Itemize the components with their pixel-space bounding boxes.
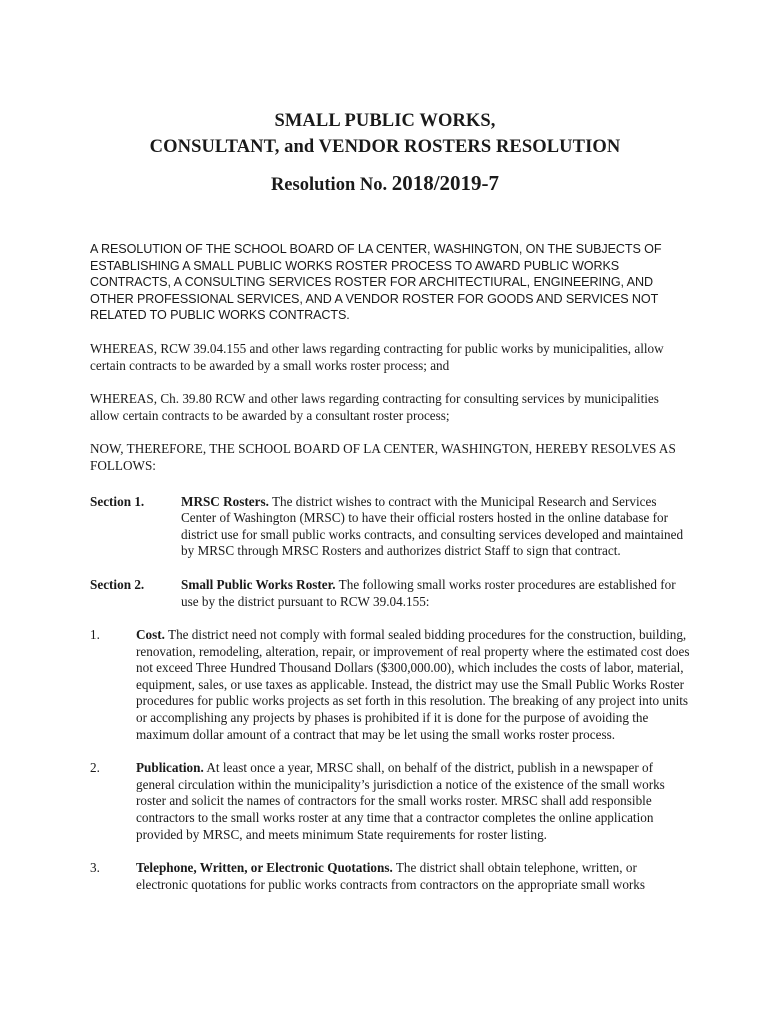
section-body bbox=[181, 577, 690, 610]
list-item-heading: Cost. bbox=[136, 627, 165, 643]
section-heading: MRSC Rosters. bbox=[181, 493, 269, 509]
section-label: Section 1. bbox=[90, 493, 145, 509]
list-item-2 bbox=[90, 760, 690, 843]
resolution-number-line bbox=[0, 169, 770, 199]
title-line-2: CONSULTANT, and VENDOR ROSTERS RESOLUTION bbox=[149, 137, 621, 157]
resolution-number: 2018/2019-7 bbox=[391, 171, 500, 195]
section-1 bbox=[90, 494, 690, 560]
section-2 bbox=[90, 577, 690, 610]
document-body bbox=[90, 241, 690, 893]
resolution-prefix: Resolution No. bbox=[270, 175, 392, 195]
list-item-3 bbox=[90, 860, 690, 893]
list-item-text: The district need not comply with formal sealed bidding procedures for the construction, building, renovation, remodeling, alteration, repair, or improvement of real property where the estimated cost does not exceed Three Hundred Thousand Dollars ($300,000.00), which includes the costs of labor, material, equipment, sales, or use taxes as applicable. Instead, the district may use the Small Public Works Roster procedures for public works projects as set forth in this resolution. The breaking of any project into units or accomplishing any projects by phases is prohibited if it is done for the purpose of avoiding the maximum dollar amount of a contract that may be let using the small works roster process. bbox=[136, 627, 690, 742]
list-item-text: At least once a year, MRSC shall, on behalf of the district, publish in a newspaper of general circulation within the municipality’s jurisdiction a notice of the existence of the small works roster and solicit the names of contractors for the small works roster. MRSC shall add responsible contractors to the small works roster at any time that a contractor completes the online application provided by MRSC, and meets minimum State requirements for roster listing. bbox=[136, 760, 665, 842]
list-item-number: 1. bbox=[90, 627, 100, 643]
list-item-number: 2. bbox=[90, 760, 100, 776]
list-item-1 bbox=[90, 627, 690, 743]
list-item-heading: Publication. bbox=[136, 760, 204, 776]
section-text: The district wishes to contract with the Municipal Research and Services Center of Washington (MRSC) to have their official rosters hosted in the online database for district use for small public works contracts, and consulting services developed and maintained by MRSC through MRSC Rosters and authorizes district Staff to sign that contract. bbox=[181, 493, 684, 559]
list-item-body bbox=[136, 860, 690, 893]
section-heading: Small Public Works Roster. bbox=[181, 576, 336, 592]
whereas-paragraph-1: WHEREAS, RCW 39.04.155 and other laws regarding contracting for public works by municipalities, allow certain contracts to be awarded by a small works roster process; and bbox=[90, 340, 664, 373]
section-body bbox=[181, 494, 690, 560]
section-label: Section 2. bbox=[90, 576, 145, 592]
list-item-number: 3. bbox=[90, 860, 100, 876]
title-block bbox=[0, 108, 770, 199]
list-item-text: The district shall obtain telephone, written, or electronic quotations for public works contracts from contractors on the appropriate small works bbox=[136, 860, 646, 892]
list-item-body bbox=[136, 760, 690, 843]
list-item-body bbox=[136, 627, 690, 743]
section-text: The following small works roster procedures are established for use by the district pursuant to RCW 39.04.155: bbox=[181, 576, 676, 609]
resolves-paragraph: NOW, THEREFORE, THE SCHOOL BOARD OF LA CENTER, WASHINGTON, HEREBY RESOLVES AS FOLLOWS: bbox=[90, 441, 676, 473]
list-item-heading: Telephone, Written, or Electronic Quotations. bbox=[136, 860, 393, 876]
whereas-paragraph-2: WHEREAS, Ch. 39.80 RCW and other laws regarding contracting for consulting services by municipalities allow certain contracts to be awarded by a consultant roster process; bbox=[90, 391, 659, 423]
resolution-preamble: A RESOLUTION OF THE SCHOOL BOARD OF LA CENTER, WASHINGTON, ON THE SUBJECTS OF ESTABLISHING A SMALL PUBLIC WORKS ROSTER PROCESS TO AWARD PUBLIC WORKS CONTRACTS, A CONSULTING SERVICES ROSTER FOR ARCHITECTIURAL, ENGINEERING, AND OTHER PROFESSIONAL SERVICES, AND A VENDOR ROSTER FOR GOODS AND SERVICES NOT RELATED TO PUBLIC WORKS CONTRACTS. bbox=[90, 242, 662, 323]
title-line-1: SMALL PUBLIC WORKS, bbox=[274, 111, 496, 131]
